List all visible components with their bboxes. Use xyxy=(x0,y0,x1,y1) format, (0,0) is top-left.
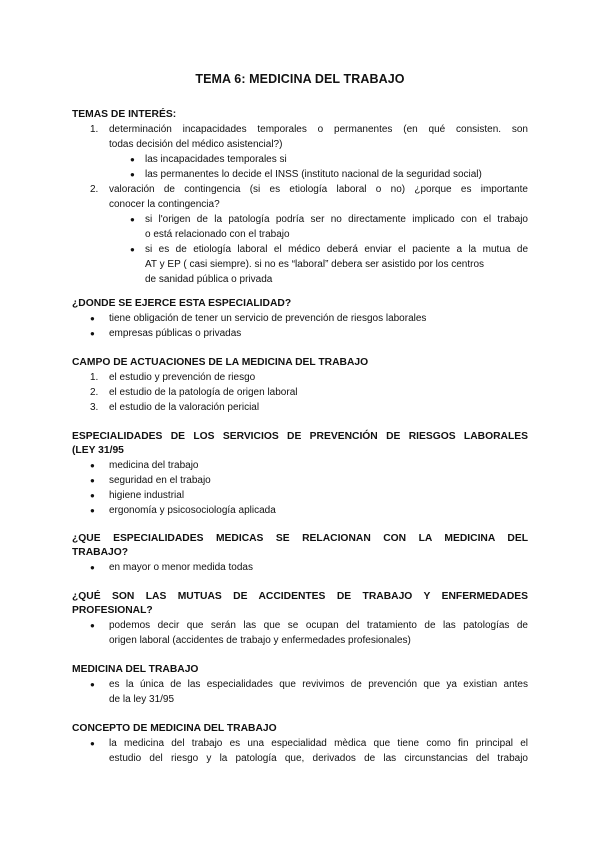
bullet-icon: ● xyxy=(130,215,135,224)
list-item: ● es la única de las especialidades que revivimos de prevención que ya existian antes de la ley 31/95 xyxy=(90,679,528,705)
section-heading: ESPECIALIDADES DE LOS SERVICIOS DE PREVENCIÓN DE RIESGOS LABORALES (LEY 31/95 xyxy=(72,431,528,456)
list-number: 1. xyxy=(90,124,99,135)
list-item: 1. determinación incapacidades temporales o permanentes (en qué consisten. son todas decisión del médico asistencial?) xyxy=(90,124,528,150)
section-heading: ¿DONDE SE EJERCE ESTA ESPECIALIDAD? xyxy=(72,298,292,309)
list-item: ● si l'origen de la patología podría ser no directamente implicado con el trabajo o está relacionado con el trabajo xyxy=(130,214,528,240)
page-title: TEMA 6: MEDICINA DEL TRABAJO xyxy=(195,72,405,86)
section-heading: ¿QUE ESPECIALIDADES MEDICAS SE RELACIONAN CON LA MEDICINA DEL TRABAJO? xyxy=(72,533,528,558)
list-item: ● medicina del trabajo xyxy=(90,460,199,471)
list-item: 3. el estudio de la valoración pericial xyxy=(90,402,260,413)
section-donde xyxy=(72,297,528,341)
section-medicas xyxy=(72,532,528,575)
list-number: 2. xyxy=(90,387,99,398)
bullet-icon: ● xyxy=(90,476,95,485)
bullet-icon: ● xyxy=(90,329,95,338)
list-item: ● si es de etiología laboral el médico deberá enviar el paciente a la mutua de AT y EP ( casi siempre). si no es “laboral” debera ser asistido por los centros de sanidad pública o privada xyxy=(130,244,528,285)
section-heading: TEMAS DE INTERÉS: xyxy=(72,109,177,120)
bullet-icon: ● xyxy=(130,245,135,254)
section-heading: MEDICINA DEL TRABAJO xyxy=(72,664,199,675)
list-item: 1. el estudio y prevención de riesgo xyxy=(90,372,256,383)
bullet-icon: ● xyxy=(130,170,135,179)
list-number: 1. xyxy=(90,372,99,383)
bullet-icon: ● xyxy=(90,563,95,572)
list-item: ● higiene industrial xyxy=(90,490,185,501)
bullet-icon: ● xyxy=(90,506,95,515)
list-item: ● las incapacidades temporales si xyxy=(130,154,287,165)
bullet-icon: ● xyxy=(90,621,95,630)
list-number: 3. xyxy=(90,402,99,413)
section-heading: CONCEPTO DE MEDICINA DEL TRABAJO xyxy=(72,723,277,734)
bullet-icon: ● xyxy=(90,739,95,748)
section-campo xyxy=(72,356,528,415)
list-item: ● empresas públicas o privadas xyxy=(90,328,242,339)
section-concepto xyxy=(72,722,528,766)
list-item: ● ergonomía y psicosociología aplicada xyxy=(90,505,276,516)
section-temas xyxy=(72,108,528,287)
list-item: ● la medicina del trabajo es una especialidad mèdica que tiene como fin principal el estudio del riesgo y la patología que, derivados de las circunstancias del trabajo xyxy=(90,738,528,764)
section-especialidades xyxy=(72,430,528,518)
section-heading: CAMPO DE ACTUACIONES DE LA MEDICINA DEL TRABAJO xyxy=(72,357,369,368)
section-mutuas xyxy=(72,590,528,648)
list-item: 2. el estudio de la patología de origen laboral xyxy=(90,387,298,398)
section-heading: ¿QUÉ SON LAS MUTUAS DE ACCIDENTES DE TRABAJO Y ENFERMEDADES PROFESIONAL? xyxy=(72,591,528,616)
list-item: 2. valoración de contingencia (si es etiología laboral o no) ¿porque es importante conocer la contingencia? xyxy=(90,184,528,210)
bullet-icon: ● xyxy=(90,461,95,470)
list-number: 2. xyxy=(90,184,99,195)
bullet-icon: ● xyxy=(90,314,95,323)
list-item: ● seguridad en el trabajo xyxy=(90,475,211,486)
list-item: ● en mayor o menor medida todas xyxy=(90,562,253,573)
list-item: ● las permanentes lo decide el INSS (instituto nacional de la seguridad social) xyxy=(130,169,482,180)
bullet-icon: ● xyxy=(130,155,135,164)
bullet-icon: ● xyxy=(90,680,95,689)
bullet-icon: ● xyxy=(90,491,95,500)
section-medicina xyxy=(72,663,528,707)
list-item: ● podemos decir que serán las que se ocupan del tratamiento de las patologías de origen laboral (accidentes de trabajo y enfermedades profesionales) xyxy=(90,620,528,646)
list-item: ● tiene obligación de tener un servicio de prevención de riesgos laborales xyxy=(90,313,427,324)
